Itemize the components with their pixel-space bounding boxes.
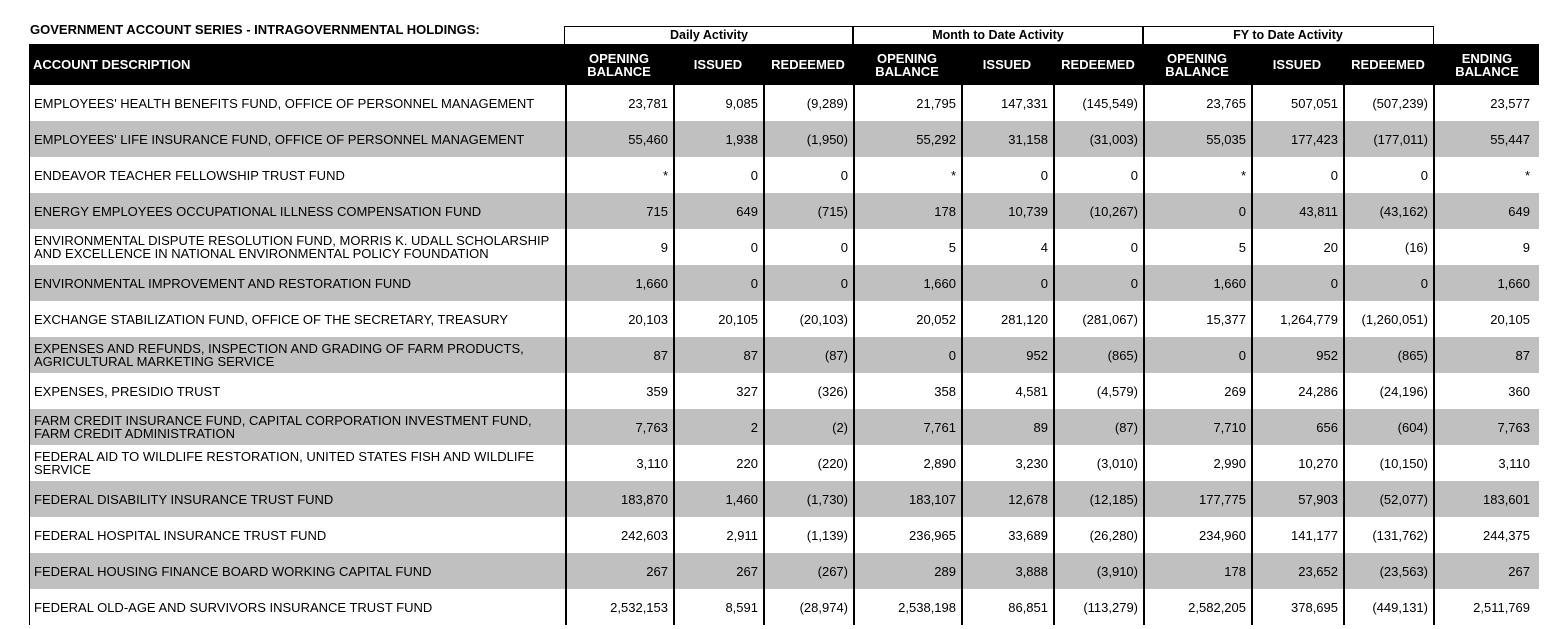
daily-redeemed-cell: 0 bbox=[840, 239, 848, 255]
table-row bbox=[29, 553, 1539, 589]
mtd-issued-cell: 4,581 bbox=[1015, 383, 1048, 399]
daily-opening-balance-cell: 20,103 bbox=[628, 311, 668, 327]
mtd-opening-balance-cell: 289 bbox=[934, 563, 956, 579]
header-fy-issued: ISSUED bbox=[1272, 57, 1322, 72]
daily-redeemed-cell: (28,974) bbox=[799, 599, 848, 615]
mtd-issued-cell: 952 bbox=[1026, 347, 1048, 363]
fy-issued-cell: 43,811 bbox=[1299, 203, 1338, 219]
fy-redeemed-cell: (16) bbox=[1404, 239, 1428, 255]
daily-opening-balance-cell: 267 bbox=[646, 563, 668, 579]
account-description-cell: FEDERAL HOUSING FINANCE BOARD WORKING CAPITAL FUND bbox=[34, 563, 432, 579]
mtd-issued-cell: 10,739 bbox=[1008, 203, 1048, 219]
daily-redeemed-cell: (1,950) bbox=[806, 131, 848, 147]
group-fy-to-date-activity: FY to Date Activity bbox=[1142, 26, 1434, 44]
ending-balance-cell: 9 bbox=[1522, 239, 1530, 255]
fy-opening-balance-cell: * bbox=[1240, 167, 1246, 183]
daily-opening-balance-cell: * bbox=[662, 167, 668, 183]
account-description-cell: FEDERAL OLD-AGE AND SURVIVORS INSURANCE TRUST FUND bbox=[34, 599, 433, 615]
group-month-to-date-activity: Month to Date Activity bbox=[852, 26, 1144, 44]
fy-redeemed-cell: (43,162) bbox=[1379, 203, 1428, 219]
fy-opening-balance-cell: 178 bbox=[1224, 563, 1246, 579]
header-daily-issued: ISSUED bbox=[693, 57, 743, 72]
fy-issued-cell: 24,286 bbox=[1298, 383, 1338, 399]
fy-redeemed-cell: (177,011) bbox=[1373, 131, 1428, 147]
ending-balance-cell: 360 bbox=[1508, 383, 1530, 399]
fy-redeemed-cell: 0 bbox=[1420, 167, 1428, 183]
mtd-redeemed-cell: (87) bbox=[1114, 419, 1138, 435]
mtd-redeemed-cell: (10,267) bbox=[1089, 203, 1138, 219]
ending-balance-cell: 23,577 bbox=[1490, 95, 1530, 111]
table-row bbox=[29, 193, 1539, 229]
account-description-cell: ENVIRONMENTAL IMPROVEMENT AND RESTORATION FUND bbox=[34, 275, 412, 291]
fy-redeemed-cell: (10,150) bbox=[1379, 455, 1428, 471]
daily-redeemed-cell: (1,730) bbox=[806, 491, 848, 507]
header-ending-balance: ENDING BALANCE bbox=[1455, 50, 1519, 79]
account-description-cell: EXCHANGE STABILIZATION FUND, OFFICE OF THE SECRETARY, TREASURY bbox=[34, 311, 509, 327]
fy-issued-cell: 0 bbox=[1330, 167, 1338, 183]
mtd-redeemed-cell: (31,003) bbox=[1089, 131, 1138, 147]
daily-issued-cell: 220 bbox=[736, 455, 758, 471]
ending-balance-cell: 267 bbox=[1508, 563, 1530, 579]
mtd-redeemed-cell: (113,279) bbox=[1083, 599, 1138, 615]
fy-opening-balance-cell: 7,710 bbox=[1213, 419, 1246, 435]
daily-issued-cell: 649 bbox=[736, 203, 758, 219]
mtd-opening-balance-cell: 2,538,198 bbox=[898, 599, 956, 615]
daily-redeemed-cell: (1,139) bbox=[806, 527, 848, 543]
mtd-issued-cell: 31,158 bbox=[1008, 131, 1048, 147]
fy-opening-balance-cell: 55,035 bbox=[1206, 131, 1246, 147]
account-description-cell: EXPENSES AND REFUNDS, INSPECTION AND GRADING OF FARM PRODUCTS, AGRICULTURAL MARKETING SERVICE bbox=[34, 341, 524, 369]
fy-opening-balance-cell: 177,775 bbox=[1199, 491, 1246, 507]
mtd-opening-balance-cell: 183,107 bbox=[909, 491, 956, 507]
fy-opening-balance-cell: 234,960 bbox=[1199, 527, 1246, 543]
table-row bbox=[29, 517, 1539, 553]
mtd-issued-cell: 3,888 bbox=[1015, 563, 1048, 579]
fy-issued-cell: 1,264,779 bbox=[1280, 311, 1338, 327]
mtd-redeemed-cell: (4,579) bbox=[1096, 383, 1138, 399]
daily-redeemed-cell: (326) bbox=[817, 383, 848, 399]
daily-opening-balance-cell: 183,870 bbox=[621, 491, 668, 507]
mtd-opening-balance-cell: 7,761 bbox=[923, 419, 956, 435]
fy-redeemed-cell: (52,077) bbox=[1379, 491, 1428, 507]
mtd-opening-balance-cell: 236,965 bbox=[909, 527, 956, 543]
daily-issued-cell: 267 bbox=[736, 563, 758, 579]
table-row bbox=[29, 265, 1539, 301]
mtd-redeemed-cell: (3,010) bbox=[1096, 455, 1138, 471]
fy-redeemed-cell: (865) bbox=[1397, 347, 1428, 363]
daily-redeemed-cell: (267) bbox=[817, 563, 848, 579]
header-fy-opening-balance: OPENING BALANCE bbox=[1165, 50, 1229, 79]
fy-redeemed-cell: (604) bbox=[1397, 419, 1428, 435]
table-row bbox=[29, 589, 1539, 625]
daily-opening-balance-cell: 55,460 bbox=[628, 131, 668, 147]
mtd-issued-cell: 33,689 bbox=[1008, 527, 1048, 543]
mtd-redeemed-cell: (145,549) bbox=[1082, 95, 1138, 111]
header-daily-opening-balance: OPENING BALANCE bbox=[587, 50, 651, 79]
mtd-opening-balance-cell: 5 bbox=[948, 239, 956, 255]
fy-issued-cell: 378,695 bbox=[1291, 599, 1338, 615]
mtd-issued-cell: 0 bbox=[1040, 167, 1048, 183]
daily-redeemed-cell: (715) bbox=[817, 203, 848, 219]
group-daily-activity: Daily Activity bbox=[564, 26, 854, 44]
account-description-cell: FEDERAL HOSPITAL INSURANCE TRUST FUND bbox=[34, 527, 327, 543]
daily-issued-cell: 327 bbox=[736, 383, 758, 399]
daily-opening-balance-cell: 23,781 bbox=[628, 95, 668, 111]
holdings-table-body bbox=[29, 85, 1539, 625]
fy-issued-cell: 57,903 bbox=[1298, 491, 1338, 507]
daily-opening-balance-cell: 2,532,153 bbox=[610, 599, 668, 615]
daily-issued-cell: 1,938 bbox=[725, 131, 758, 147]
fy-opening-balance-cell: 0 bbox=[1238, 203, 1246, 219]
fy-issued-cell: 23,652 bbox=[1298, 563, 1338, 579]
daily-issued-cell: 1,460 bbox=[725, 491, 758, 507]
mtd-opening-balance-cell: 55,292 bbox=[916, 131, 956, 147]
table-row bbox=[29, 409, 1539, 445]
fy-issued-cell: 656 bbox=[1316, 419, 1338, 435]
daily-opening-balance-cell: 1,660 bbox=[635, 275, 668, 291]
table-row bbox=[29, 121, 1539, 157]
ending-balance-cell: 3,110 bbox=[1498, 455, 1530, 471]
header-account-description: ACCOUNT DESCRIPTION bbox=[33, 57, 191, 72]
table-row bbox=[29, 85, 1539, 121]
fy-issued-cell: 0 bbox=[1330, 275, 1338, 291]
fy-opening-balance-cell: 2,582,205 bbox=[1188, 599, 1246, 615]
fy-issued-cell: 507,051 bbox=[1291, 95, 1338, 111]
ending-balance-cell: 87 bbox=[1515, 347, 1530, 363]
fy-redeemed-cell: (1,260,051) bbox=[1361, 311, 1428, 327]
mtd-opening-balance-cell: 2,890 bbox=[923, 455, 956, 471]
fy-issued-cell: 177,423 bbox=[1291, 131, 1338, 147]
ending-balance-cell: 1,660 bbox=[1497, 275, 1530, 291]
ending-balance-cell: * bbox=[1524, 167, 1530, 183]
table-row bbox=[29, 481, 1539, 517]
mtd-opening-balance-cell: 178 bbox=[934, 203, 956, 219]
daily-opening-balance-cell: 359 bbox=[646, 383, 668, 399]
mtd-issued-cell: 86,851 bbox=[1008, 599, 1048, 615]
daily-issued-cell: 9,085 bbox=[725, 95, 758, 111]
daily-redeemed-cell: (20,103) bbox=[799, 311, 848, 327]
account-description-cell: ENDEAVOR TEACHER FELLOWSHIP TRUST FUND bbox=[34, 167, 345, 183]
mtd-opening-balance-cell: 20,052 bbox=[916, 311, 956, 327]
ending-balance-cell: 55,447 bbox=[1490, 131, 1530, 147]
header-mtd-issued: ISSUED bbox=[982, 57, 1032, 72]
mtd-issued-cell: 147,331 bbox=[1001, 95, 1048, 111]
fy-redeemed-cell: (507,239) bbox=[1372, 95, 1428, 111]
ending-balance-cell: 2,511,769 bbox=[1473, 599, 1530, 615]
table-row bbox=[29, 373, 1539, 409]
mtd-opening-balance-cell: 0 bbox=[948, 347, 956, 363]
mtd-issued-cell: 3,230 bbox=[1015, 455, 1048, 471]
fy-issued-cell: 20 bbox=[1323, 239, 1338, 255]
ending-balance-cell: 183,601 bbox=[1483, 491, 1530, 507]
table-row bbox=[29, 301, 1539, 337]
table-row bbox=[29, 157, 1539, 193]
daily-issued-cell: 8,591 bbox=[725, 599, 758, 615]
fy-opening-balance-cell: 5 bbox=[1238, 239, 1246, 255]
account-description-cell: EXPENSES, PRESIDIO TRUST bbox=[34, 383, 221, 399]
mtd-issued-cell: 281,120 bbox=[1001, 311, 1048, 327]
mtd-opening-balance-cell: 21,795 bbox=[916, 95, 956, 111]
daily-opening-balance-cell: 7,763 bbox=[635, 419, 668, 435]
fy-opening-balance-cell: 0 bbox=[1238, 347, 1246, 363]
mtd-issued-cell: 89 bbox=[1033, 419, 1048, 435]
table-header bbox=[29, 44, 1539, 85]
mtd-issued-cell: 4 bbox=[1040, 239, 1048, 255]
account-description-cell: ENVIRONMENTAL DISPUTE RESOLUTION FUND, MORRIS K. UDALL SCHOLARSHIP AND EXCELLENCE IN NATIONAL ENVIRONMENTAL POLICY FOUNDATION bbox=[34, 233, 550, 261]
ending-balance-cell: 7,763 bbox=[1497, 419, 1530, 435]
header-fy-redeemed: REDEEMED bbox=[1351, 57, 1425, 72]
daily-redeemed-cell: 0 bbox=[840, 167, 848, 183]
daily-redeemed-cell: 0 bbox=[840, 275, 848, 291]
daily-issued-cell: 20,105 bbox=[718, 311, 758, 327]
mtd-redeemed-cell: (281,067) bbox=[1082, 311, 1138, 327]
ending-balance-cell: 244,375 bbox=[1483, 527, 1530, 543]
mtd-opening-balance-cell: 1,660 bbox=[923, 275, 956, 291]
daily-opening-balance-cell: 242,603 bbox=[621, 527, 668, 543]
mtd-redeemed-cell: 0 bbox=[1130, 275, 1138, 291]
ending-balance-cell: 649 bbox=[1508, 203, 1530, 219]
table-row bbox=[29, 337, 1539, 373]
fy-redeemed-cell: (23,563) bbox=[1379, 563, 1428, 579]
fy-opening-balance-cell: 2,990 bbox=[1213, 455, 1246, 471]
daily-opening-balance-cell: 715 bbox=[646, 203, 668, 219]
daily-redeemed-cell: (220) bbox=[817, 455, 848, 471]
mtd-redeemed-cell: (12,185) bbox=[1089, 491, 1138, 507]
mtd-issued-cell: 12,678 bbox=[1008, 491, 1048, 507]
fy-issued-cell: 141,177 bbox=[1291, 527, 1338, 543]
table-row bbox=[29, 445, 1539, 481]
daily-issued-cell: 2 bbox=[750, 419, 758, 435]
mtd-redeemed-cell: 0 bbox=[1130, 239, 1138, 255]
fy-redeemed-cell: (131,762) bbox=[1372, 527, 1428, 543]
fy-redeemed-cell: (24,196) bbox=[1379, 383, 1428, 399]
daily-opening-balance-cell: 3,110 bbox=[636, 455, 668, 471]
daily-opening-balance-cell: 9 bbox=[660, 239, 668, 255]
header-mtd-opening-balance: OPENING BALANCE bbox=[875, 50, 939, 79]
daily-issued-cell: 2,911 bbox=[726, 527, 758, 543]
daily-issued-cell: 0 bbox=[750, 239, 758, 255]
daily-redeemed-cell: (9,289) bbox=[806, 95, 848, 111]
mtd-issued-cell: 0 bbox=[1040, 275, 1048, 291]
mtd-redeemed-cell: (3,910) bbox=[1096, 563, 1138, 579]
header-daily-redeemed: REDEEMED bbox=[771, 57, 845, 72]
mtd-opening-balance-cell: 358 bbox=[934, 383, 956, 399]
mtd-redeemed-cell: 0 bbox=[1130, 167, 1138, 183]
mtd-redeemed-cell: (26,280) bbox=[1089, 527, 1138, 543]
daily-issued-cell: 0 bbox=[750, 167, 758, 183]
ending-balance-cell: 20,105 bbox=[1490, 311, 1530, 327]
mtd-redeemed-cell: (865) bbox=[1107, 347, 1138, 363]
fy-opening-balance-cell: 1,660 bbox=[1213, 275, 1246, 291]
account-description-cell: EMPLOYEES' LIFE INSURANCE FUND, OFFICE OF PERSONNEL MANAGEMENT bbox=[34, 131, 525, 147]
fy-opening-balance-cell: 269 bbox=[1224, 383, 1246, 399]
header-mtd-redeemed: REDEEMED bbox=[1061, 57, 1135, 72]
fy-issued-cell: 10,270 bbox=[1298, 455, 1338, 471]
fy-issued-cell: 952 bbox=[1316, 347, 1338, 363]
mtd-opening-balance-cell: * bbox=[950, 167, 956, 183]
daily-issued-cell: 0 bbox=[750, 275, 758, 291]
account-description-cell: FEDERAL AID TO WILDLIFE RESTORATION, UNITED STATES FISH AND WILDLIFE SERVICE bbox=[34, 449, 535, 477]
table-row bbox=[29, 229, 1539, 265]
fy-opening-balance-cell: 15,377 bbox=[1206, 311, 1246, 327]
daily-redeemed-cell: (87) bbox=[824, 347, 848, 363]
fy-opening-balance-cell: 23,765 bbox=[1206, 95, 1246, 111]
daily-issued-cell: 87 bbox=[743, 347, 758, 363]
account-description-cell: FARM CREDIT INSURANCE FUND, CAPITAL CORPORATION INVESTMENT FUND, FARM CREDIT ADMINISTRATION bbox=[34, 413, 532, 441]
fy-redeemed-cell: (449,131) bbox=[1372, 599, 1428, 615]
fy-redeemed-cell: 0 bbox=[1420, 275, 1428, 291]
daily-redeemed-cell: (2) bbox=[832, 419, 848, 435]
account-description-cell: ENERGY EMPLOYEES OCCUPATIONAL ILLNESS COMPENSATION FUND bbox=[34, 203, 482, 219]
account-description-cell: FEDERAL DISABILITY INSURANCE TRUST FUND bbox=[34, 491, 334, 507]
page-title: GOVERNMENT ACCOUNT SERIES - INTRAGOVERNMENTAL HOLDINGS: bbox=[30, 22, 480, 37]
account-description-cell: EMPLOYEES' HEALTH BENEFITS FUND, OFFICE OF PERSONNEL MANAGEMENT bbox=[34, 95, 535, 111]
daily-opening-balance-cell: 87 bbox=[653, 347, 668, 363]
